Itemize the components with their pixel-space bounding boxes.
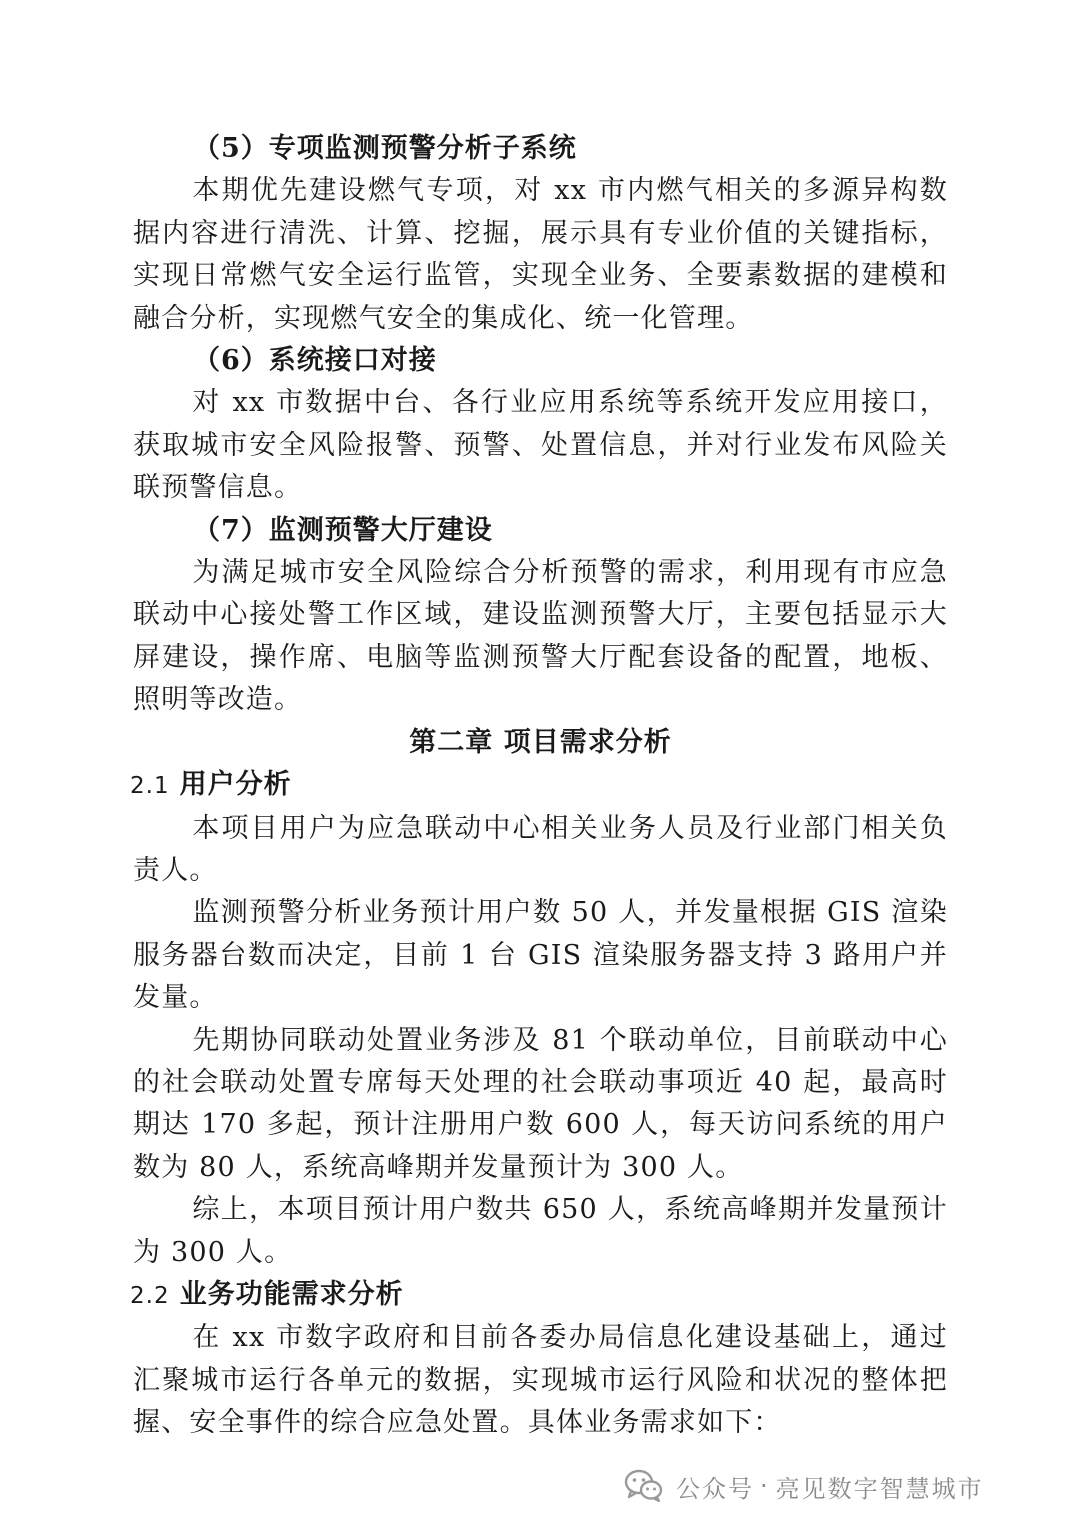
paragraph: 综上，本项目预计用户数共 650 人，系统高峰期并发量预计为 300 人。 bbox=[133, 1194, 948, 1268]
chapter-title: 第二章 项目需求分析 bbox=[409, 726, 672, 758]
paragraph: 先期协同联动处置业务涉及 81 个联动单位，目前联动中心的社会联动处置专席每天处理的社会联动事项近 40 起，最高时期达 170 多起，预计注册用户数 600 人，每天访问系统的用户数为 80 人，系统高峰期并发量预计为 300 人。 bbox=[133, 1024, 948, 1183]
watermark-prefix: 公众号 bbox=[676, 1474, 754, 1503]
watermark bbox=[624, 1466, 984, 1506]
paragraph: 监测预警分析业务预计用户数 50 人，并发量根据 GIS 渲染服务器台数而决定，目前 1 台 GIS 渲染服务器支持 3 路用户并发量。 bbox=[133, 897, 948, 1014]
paragraph: 本项目用户为应急联动中心相关业务人员及行业部门相关负责人。 bbox=[133, 812, 948, 886]
watermark-separator: · bbox=[760, 1472, 770, 1500]
paragraph: 在 xx 市数字政府和目前各委办局信息化建设基础上，通过汇聚城市运行各单元的数据，实现城市运行风险和状况的整体把握、安全事件的综合应急处置。具体业务需求如下： bbox=[133, 1322, 948, 1439]
subheading-6: （6）系统接口对接 bbox=[193, 345, 437, 377]
subheading-7: （7）监测预警大厅建设 bbox=[193, 514, 493, 546]
document-body bbox=[130, 128, 948, 1445]
subheading-5: （5）专项监测预警分析子系统 bbox=[193, 133, 577, 164]
section-title: 用户分析 bbox=[179, 769, 292, 801]
paragraph: 本期优先建设燃气专项，对 xx 市内燃气相关的多源异构数据内容进行清洗、计算、挖掘，展示具有专业价值的关键指标，实现日常燃气安全运行监管，实现全业务、全要素数据的建模和融合分析，实现燃气安全的集成化、统一化管理。 bbox=[133, 175, 948, 334]
section-heading-2-1 bbox=[130, 764, 948, 807]
watermark-account: 亮见数字智慧城市 bbox=[775, 1474, 984, 1503]
section-number: 2.2 bbox=[130, 1282, 170, 1309]
section-number: 2.1 bbox=[130, 773, 170, 800]
section-title: 业务功能需求分析 bbox=[179, 1278, 404, 1310]
wechat-icon bbox=[624, 1469, 664, 1503]
paragraph: 为满足城市安全风险综合分析预警的需求，利用现有市应急联动中心接处警工作区域，建设监测预警大厅，主要包括显示大屏建设，操作席、电脑等监测预警大厅配套设备的配置，地板、照明等改造。 bbox=[133, 557, 948, 716]
paragraph: 对 xx 市数据中台、各行业应用系统等系统开发应用接口，获取城市安全风险报警、预警、处置信息，并对行业发布风险关联预警信息。 bbox=[133, 387, 948, 504]
section-heading-2-2 bbox=[130, 1274, 948, 1317]
